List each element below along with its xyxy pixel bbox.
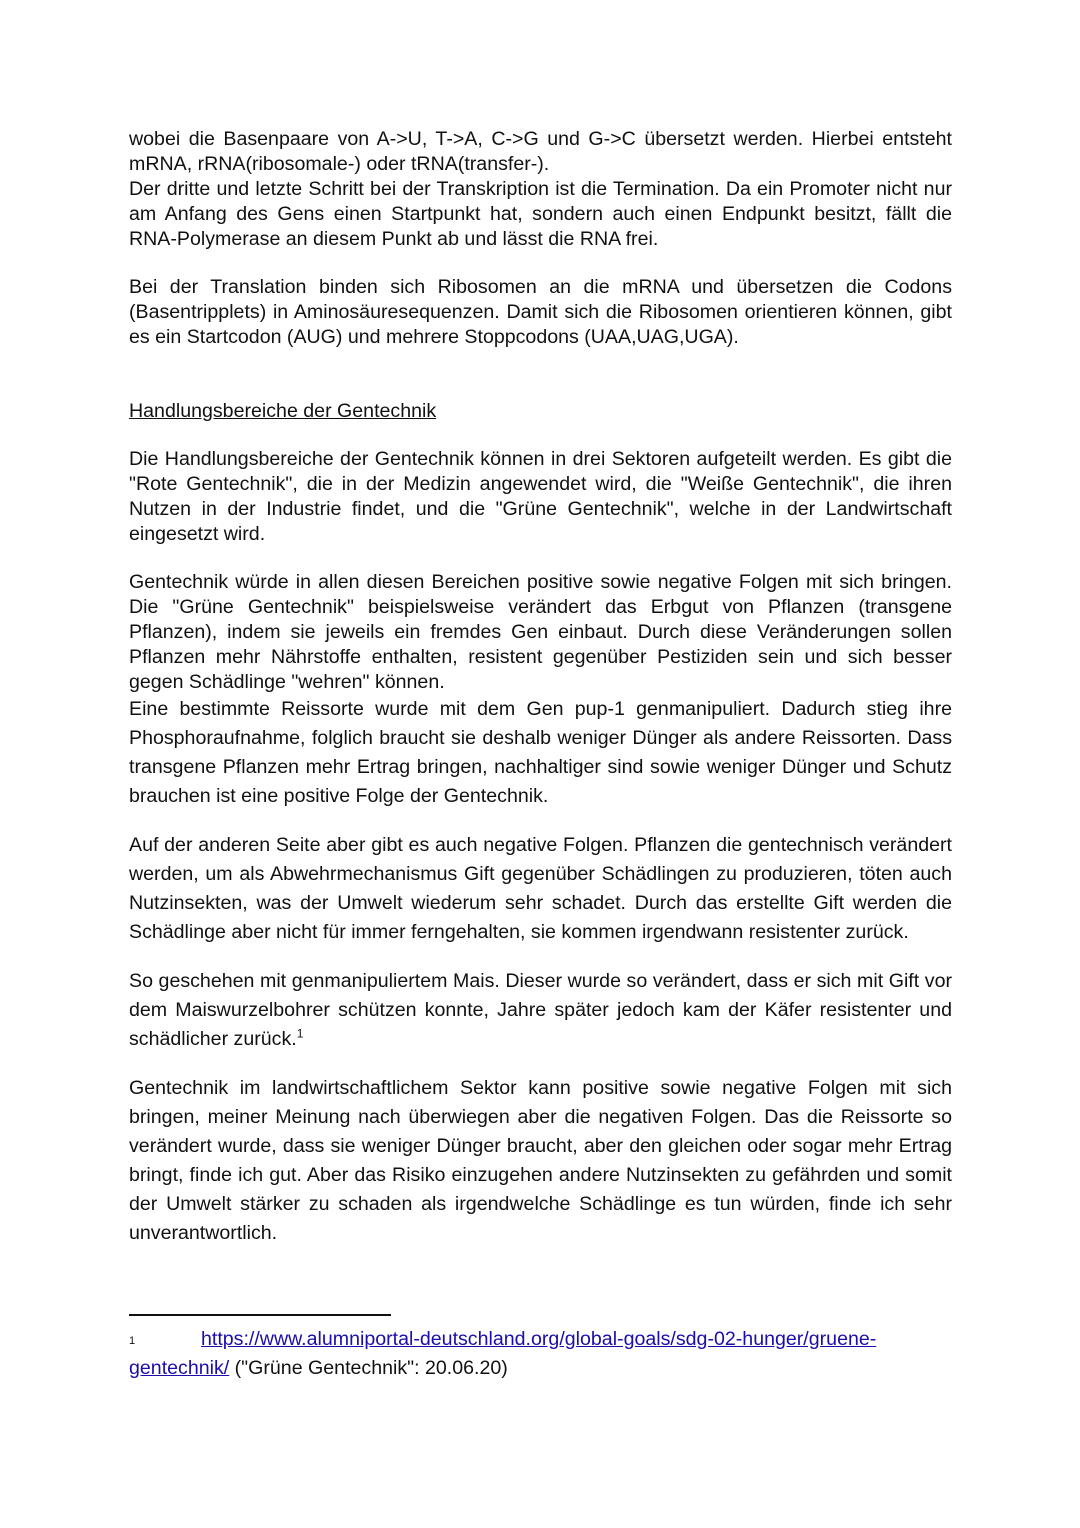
paragraph-green-gentech: Gentechnik würde in allen diesen Bereichen positive sowie negative Folgen mit sich bringen. Die "Grüne Gentechnik" beispielsweise verändert das Erbgut von Pflanzen (transgene Pflanzen), indem sie jeweils ein fremdes Gen einbaut. Durch diese Veränderungen sollen Pflanzen mehr Nährstoffe enthalten, resistent gegenüber Pestiziden sein und sich besser gegen Schädlinge "wehren" können. <box>129 571 952 693</box>
footnote-note: ("Grüne Gentechnik": 20.06.20) <box>229 1357 508 1379</box>
paragraph-translation: Bei der Translation binden sich Ribosomen an die mRNA und übersetzen die Codons (Basentripplets) in Aminosäuresequenzen. Damit sich die Ribosomen orientieren können, gibt es ein Startcodon (AUG) und mehrere Stoppcodons (UAA,UAG,UGA). <box>129 276 952 348</box>
paragraph-maize <box>129 967 952 1054</box>
document-body <box>129 127 952 1248</box>
footnote-reference[interactable]: 1 <box>296 1026 304 1041</box>
footnote <box>129 1325 952 1383</box>
paragraph-termination: Der dritte und letzte Schritt bei der Transkription ist die Termination. Da ein Promoter nicht nur am Anfang des Gens einen Startpunkt hat, sondern auch einen Endpunkt besitzt, fällt die RNA-Polymerase an diesem Punkt ab und lässt die RNA frei. <box>129 178 952 250</box>
paragraph-transcription-bases: wobei die Basenpaare von A->U, T->A, C->G und G->C übersetzt werden. Hierbei entsteht mRNA, rRNA(ribosomale-) oder tRNA(transfer-). <box>129 128 952 175</box>
footnote-link[interactable]: https://www.alumniportal-deutschland.org/global-goals/sdg-02-hunger/gruene-gentechnik/ <box>129 1328 877 1379</box>
paragraph-conclusion: Gentechnik im landwirtschaftlichem Sektor kann positive sowie negative Folgen mit sich bringen, meiner Meinung nach überwiegen aber die negativen Folgen. Das die Reissorte so verändert wurde, dass sie weniger Dünger braucht, aber den gleichen oder sogar mehr Ertrag bringt, finde ich gut. Aber das Risiko einzugehen andere Nutzinsekten zu gefährden und somit der Umwelt stärker zu schaden als irgendwelche Schädlinge es tun würden, finde ich sehr unverantwortlich. <box>129 1077 952 1244</box>
paragraph-sectors: Die Handlungsbereiche der Gentechnik können in drei Sektoren aufgeteilt werden. Es gibt die "Rote Gentechnik", die in der Medizin angewendet wird, die "Weiße Gentechnik", die ihren Nutzen in der Industrie findet, und die "Grüne Gentechnik", welche in der Landwirtschaft eingesetzt wird. <box>129 448 952 545</box>
footnote-number: 1 <box>129 1335 136 1347</box>
paragraph-negative-effects: Auf der anderen Seite aber gibt es auch negative Folgen. Pflanzen die gentechnisch verändert werden, um als Abwehrmechanismus Gift gegenüber Schädlingen zu produzieren, töten auch Nutzinsekten, was der Umwelt wiederum sehr schadet. Durch das erstellte Gift werden die Schädlinge aber nicht für immer ferngehalten, sie kommen irgendwann resistenter zurück. <box>129 834 952 943</box>
section-heading: Handlungsbereiche der Gentechnik <box>129 400 437 422</box>
paragraph-maize-text: So geschehen mit genmanipuliertem Mais. Dieser wurde so verändert, dass er sich mit Gift vor dem Maiswurzelbohrer schützen konnte, Jahre später jedoch kam der Käfer resistenter und schädlicher zurück. <box>129 970 952 1050</box>
footnote-separator <box>129 1314 391 1316</box>
paragraph-rice: Eine bestimmte Reissorte wurde mit dem Gen pup-1 genmanipuliert. Dadurch stieg ihre Phosphoraufnahme, folglich braucht sie deshalb weniger Dünger als andere Reissorten. Dass transgene Pflanzen mehr Ertrag bringen, nachhaltiger sind sowie weniger Dünger und Schutz brauchen ist eine positive Folge der Gentechnik. <box>129 698 952 807</box>
